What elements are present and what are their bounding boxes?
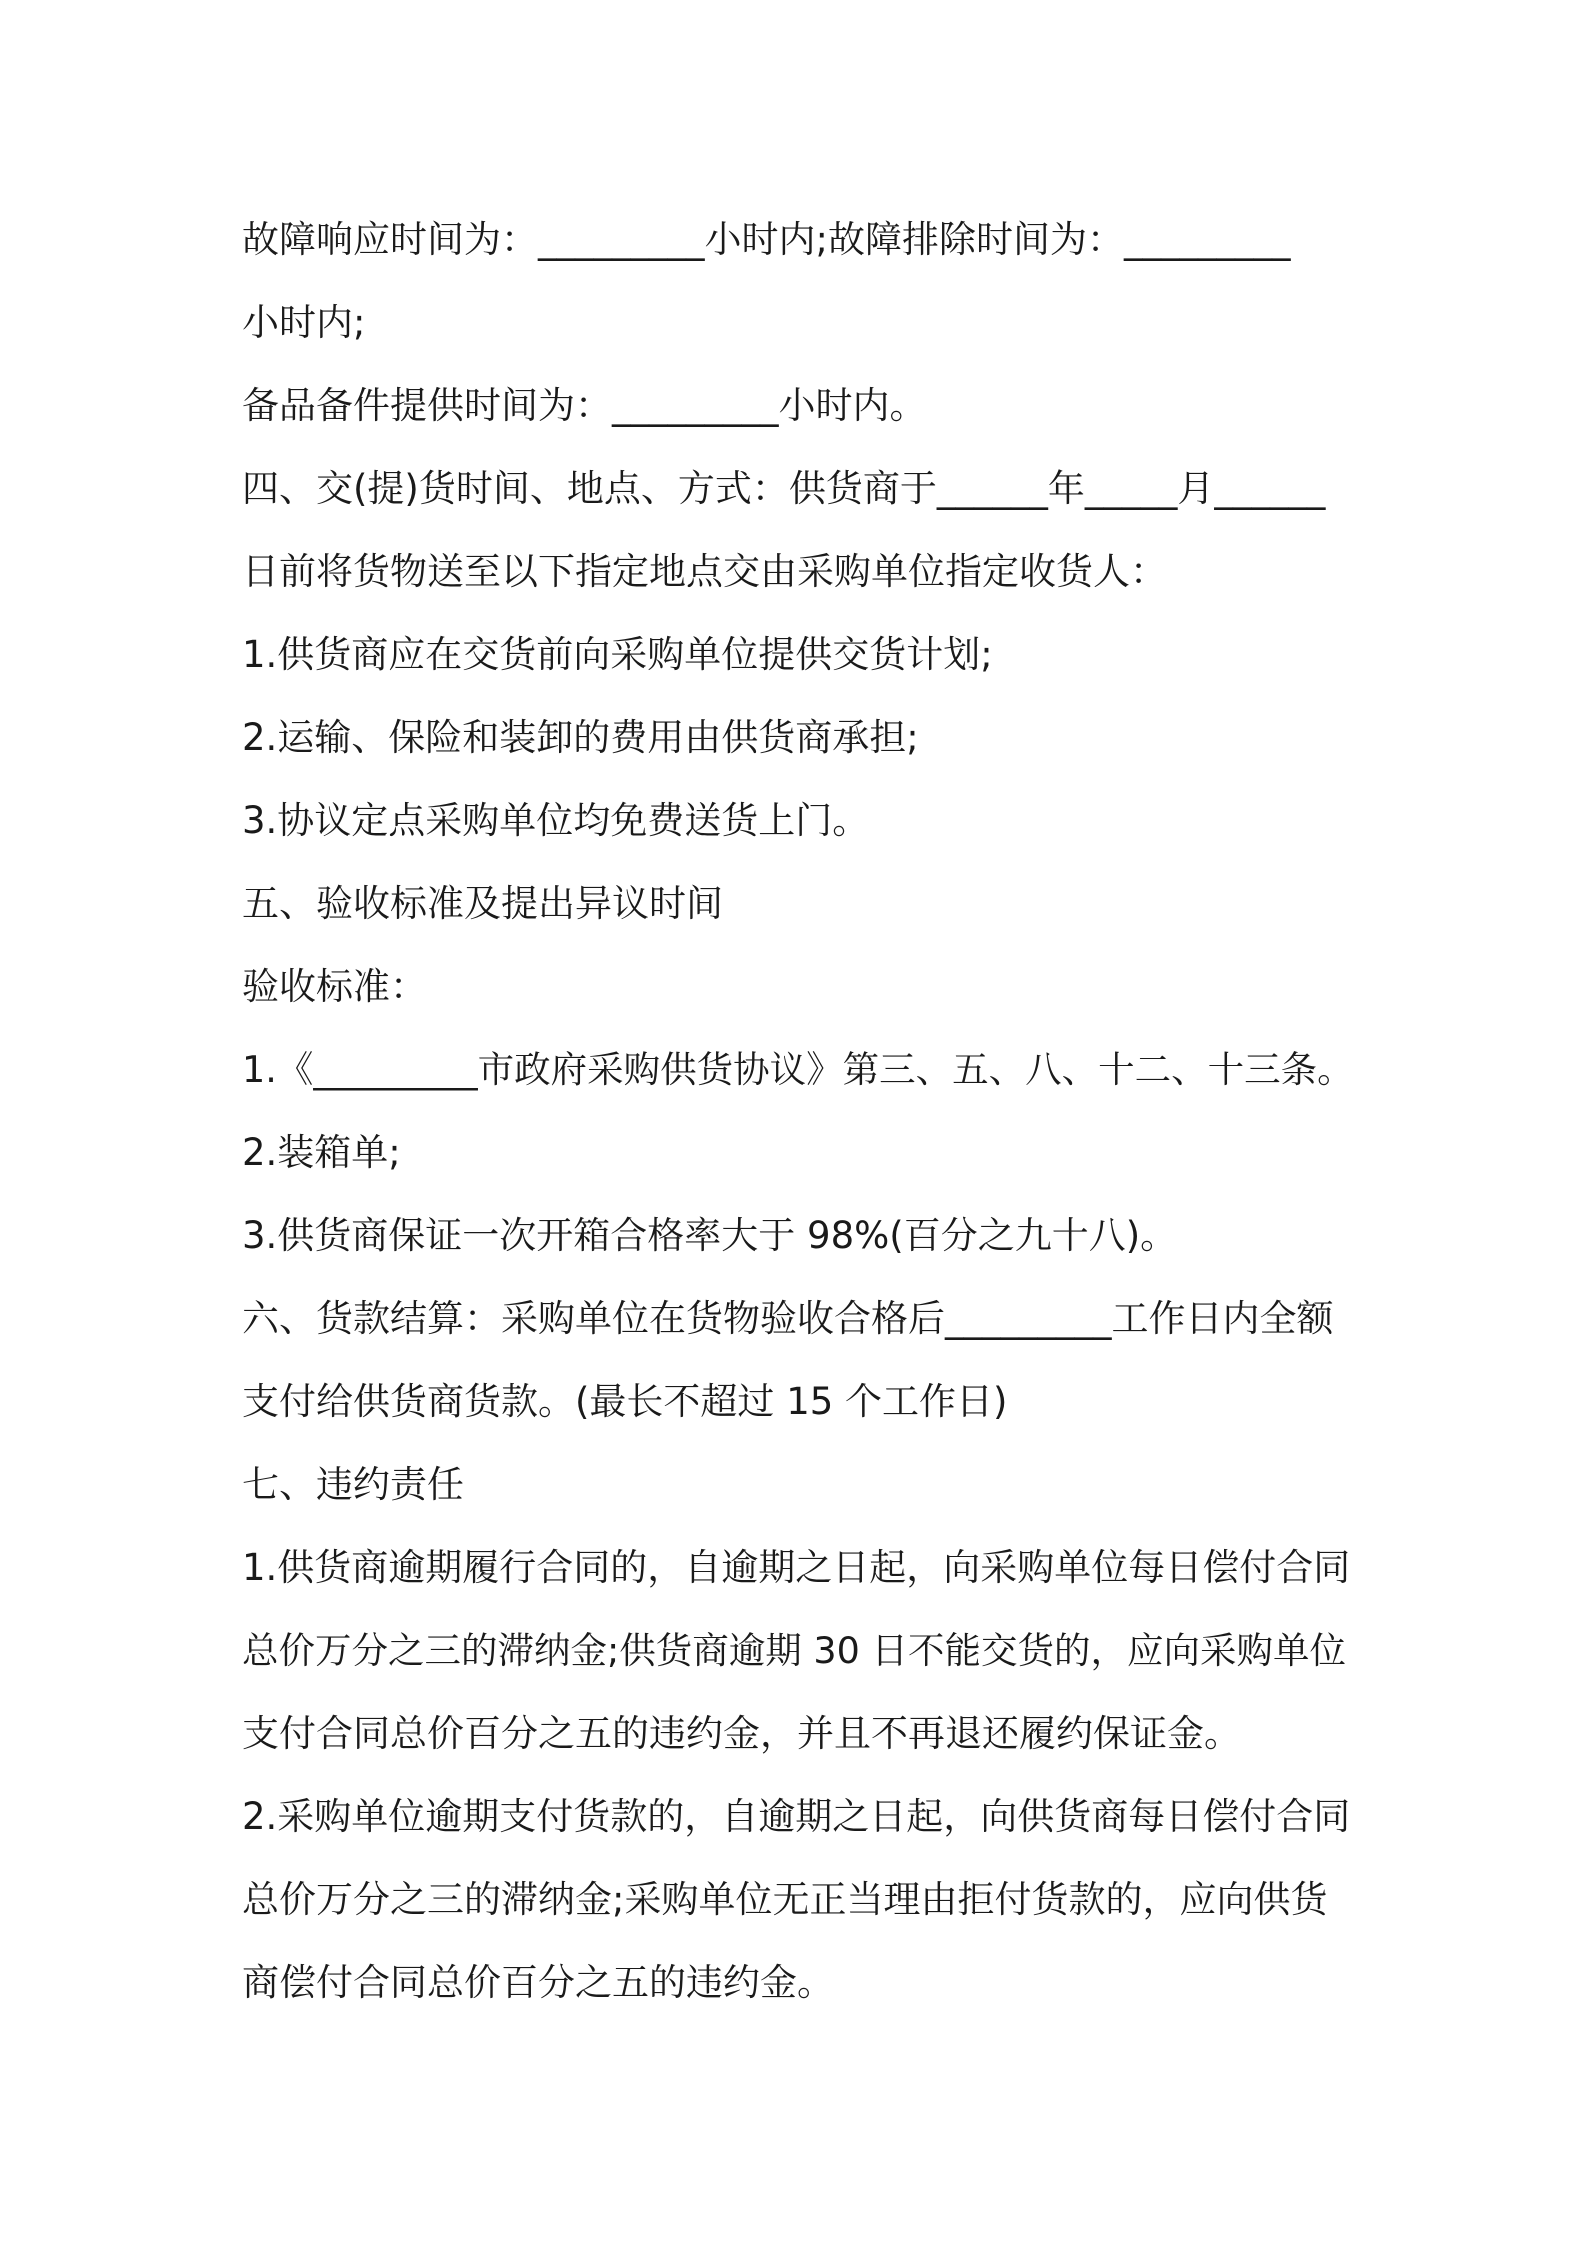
text-line: 3.供货商保证一次开箱合格率大于 98%(百分之九十八)。	[242, 1214, 1178, 1257]
text-line: 1.供货商逾期履行合同的，自逾期之日起，向采购单位每日偿付合同	[242, 1546, 1351, 1589]
text-line: 日前将货物送至以下指定地点交由采购单位指定收货人：	[242, 550, 1167, 593]
text-line: 3.协议定点采购单位均免费送货上门。	[242, 799, 870, 842]
text-line: 总价万分之三的滞纳金;采购单位无正当理由拒付货款的，应向供货	[242, 1878, 1328, 1921]
text-line: 支付给供货商货款。(最长不超过 15 个工作日)	[242, 1380, 1008, 1423]
text-line: 小时内;	[242, 301, 366, 344]
text-line: 1.供货商应在交货前向采购单位提供交货计划;	[242, 633, 993, 676]
text-line: 故障响应时间为：_________小时内;故障排除时间为：_________	[242, 218, 1291, 261]
text-line: 备品备件提供时间为：_________小时内。	[242, 384, 927, 427]
section-heading: 七、违约责任	[242, 1463, 464, 1506]
text-line: 总价万分之三的滞纳金;供货商逾期 30 日不能交货的，应向采购单位	[242, 1629, 1346, 1672]
text-line: 商偿付合同总价百分之五的违约金。	[242, 1961, 834, 2004]
text-line: 2.运输、保险和装卸的费用由供货商承担;	[242, 716, 919, 759]
text-line: 2.装箱单;	[242, 1131, 401, 1174]
text-line: 1.《_________市政府采购供货协议》第三、五、八、十二、十三条。	[242, 1048, 1354, 1091]
text-line: 支付合同总价百分之五的违约金，并且不再退还履约保证金。	[242, 1712, 1241, 1755]
text-line: 六、货款结算：采购单位在货物验收合格后_________工作日内全额	[242, 1297, 1334, 1340]
text-line: 2.采购单位逾期支付货款的，自逾期之日起，向供货商每日偿付合同	[242, 1795, 1351, 1838]
section-heading: 五、验收标准及提出异议时间	[242, 882, 723, 925]
text-line: 四、交(提)货时间、地点、方式：供货商于______年_____月______	[242, 467, 1326, 510]
document-page	[242, 198, 1358, 2024]
text-line: 验收标准：	[242, 965, 427, 1008]
